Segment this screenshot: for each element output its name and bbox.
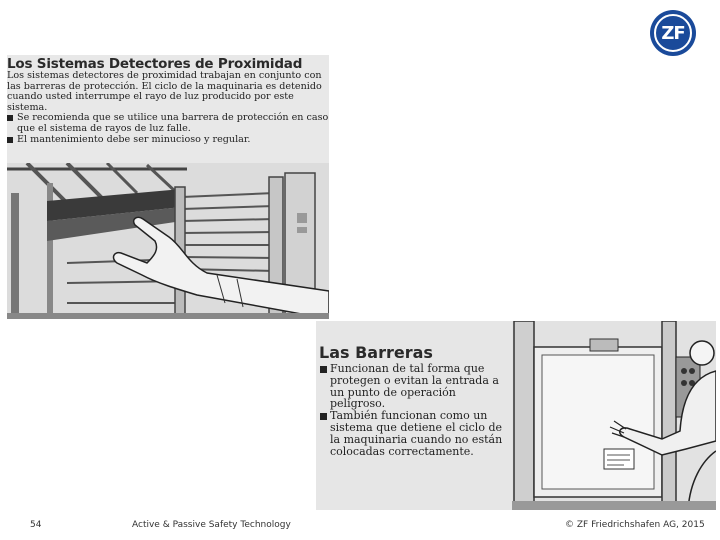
section2-title: Las Barreras	[319, 343, 433, 362]
section2-bullet-list	[320, 363, 506, 457]
section1-title: Los Sistemas Detectores de Proximidad	[7, 56, 303, 72]
zf-logo-text: ZF	[661, 22, 685, 44]
section2-bullet: Funcionan de tal forma que protegen o evitan la entrada a un punto de operación peligroso.	[320, 363, 506, 410]
barriers-scan	[316, 321, 716, 510]
section2-bullet: También funcionan como un sistema que detiene el ciclo de la maquinaria cuando no están colocadas correctamente.	[320, 410, 506, 457]
section1-bullet: Se recomienda que se utilice una barrera de protección en caso que el sistema de rayos de luz falle.	[7, 113, 329, 134]
proximity-detector-scan	[7, 55, 329, 319]
section1-bullet: El mantenimiento debe ser minucioso y regular.	[7, 135, 329, 146]
course-title: Active & Passive Safety Technology	[132, 520, 291, 530]
zf-logo-ring	[654, 14, 692, 52]
section1-bullet-list	[7, 113, 329, 146]
light-curtain-illustration	[7, 163, 329, 319]
section1-intro: Los sistemas detectores de proximidad trabajan en conjunto con las barreras de protección. El ciclo de la maquinaria es detenido cuando usted interrumpe el rayo de luz producido por este sistema.	[7, 70, 322, 113]
barrier-guard-illustration	[512, 321, 716, 510]
page-number: 54	[30, 520, 42, 530]
copyright-notice: © ZF Friedrichshafen AG, 2015	[565, 520, 705, 530]
zf-logo	[650, 10, 696, 56]
